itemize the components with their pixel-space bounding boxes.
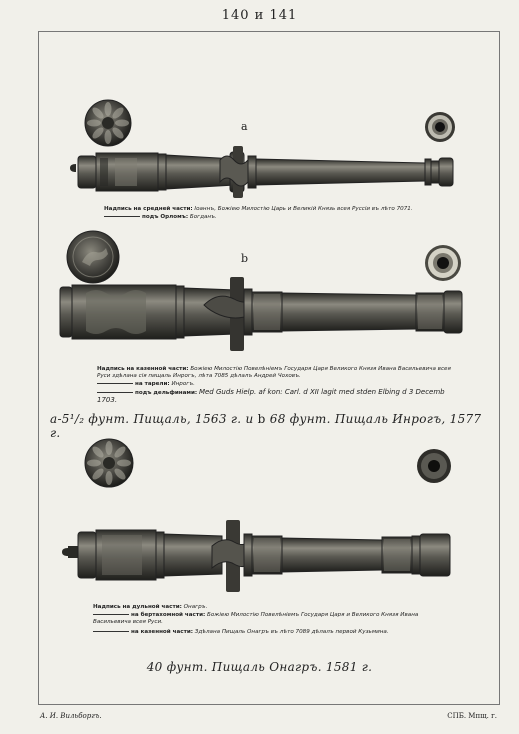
caption-text: Med Guds Hielp. af kon: Carl. d XII lagit med stden Elbing d 3 Decemb 1703. <box>97 388 445 405</box>
caption-label: на бертахомной части: <box>131 612 206 618</box>
cannon-a-barrel <box>70 146 458 198</box>
caption-text: Онагръ. <box>183 604 208 610</box>
cannon-a-letter: а <box>241 120 248 133</box>
title-letter-b: b <box>257 412 266 426</box>
title-cannon-c: 40 фунт. Пищаль Онагръ. 1581 г. <box>146 660 373 674</box>
footer-publisher: А. И. Вильборгъ. <box>40 712 102 720</box>
cannon-c-barrel <box>62 520 456 592</box>
caption-label: Надпись на средней части: <box>104 206 193 212</box>
cannon-b-caption-3 <box>97 389 457 406</box>
caption-label: на тарели: <box>135 381 170 387</box>
title-part-a: а-5¹/₂ фунт. Пищаль, 1563 г. и <box>50 412 254 426</box>
cannon-c-caption-2 <box>93 612 433 627</box>
caption-text: Инрогъ. <box>171 381 195 387</box>
caption-text: Божіею Милостію Повелѣніемъ Государя Царя Великого Князя Ивана Васильевича всея Руси здѣлана сія пищаль Инрогъ, лѣта 7085 дѣлалъ Андрей Чоховъ. <box>97 366 451 380</box>
cannon-c-caption-1 <box>93 604 453 611</box>
caption-label: Надпись на дульной части: <box>93 604 182 610</box>
cannon-a-caption-2 <box>104 214 464 221</box>
cannon-c-muzzle-view <box>416 448 452 484</box>
cannon-c-cascabel-rosette <box>84 438 134 488</box>
cannon-b-caption-1 <box>97 366 457 381</box>
cannon-b-letter: b <box>241 252 249 265</box>
caption-label: подъ дельфинами: <box>135 390 198 396</box>
cannon-a-muzzle-view <box>424 111 456 143</box>
caption-text: Божіею Милостію Повелѣніемъ Государя Царя и Великого Князя Ивана Васильевича всея Руси. <box>93 612 419 626</box>
cannon-b-barrel <box>58 277 464 351</box>
caption-text: Іоаннъ, Божіею Милостію Царь и Великій Князь всея Руссіи въ лѣто 7071. <box>194 206 413 212</box>
footer-printer: СПБ. Мпщ. г. <box>447 712 497 720</box>
caption-text: Богданъ. <box>189 214 217 220</box>
cannon-a-caption-1 <box>104 206 464 213</box>
caption-label: Надпись на казенной части: <box>97 366 189 372</box>
caption-text: Здѣлана Пищаль Онагръ въ лѣто 7089 дѣлалъ первой Кузьмина. <box>194 629 389 635</box>
cannon-b-cascabel-plate <box>66 230 120 284</box>
cannon-c-caption-3 <box>93 629 453 636</box>
cannon-a-cascabel-rosette <box>84 99 132 147</box>
title-cannons-a-b <box>50 412 490 440</box>
caption-label: подъ Орломъ: <box>142 214 189 220</box>
title-part-b: 68 фунт. Пищаль Инрогъ, 1577 г. <box>50 412 482 440</box>
page-number: 140 и 141 <box>221 8 298 23</box>
caption-label: на казенной части: <box>131 629 193 635</box>
